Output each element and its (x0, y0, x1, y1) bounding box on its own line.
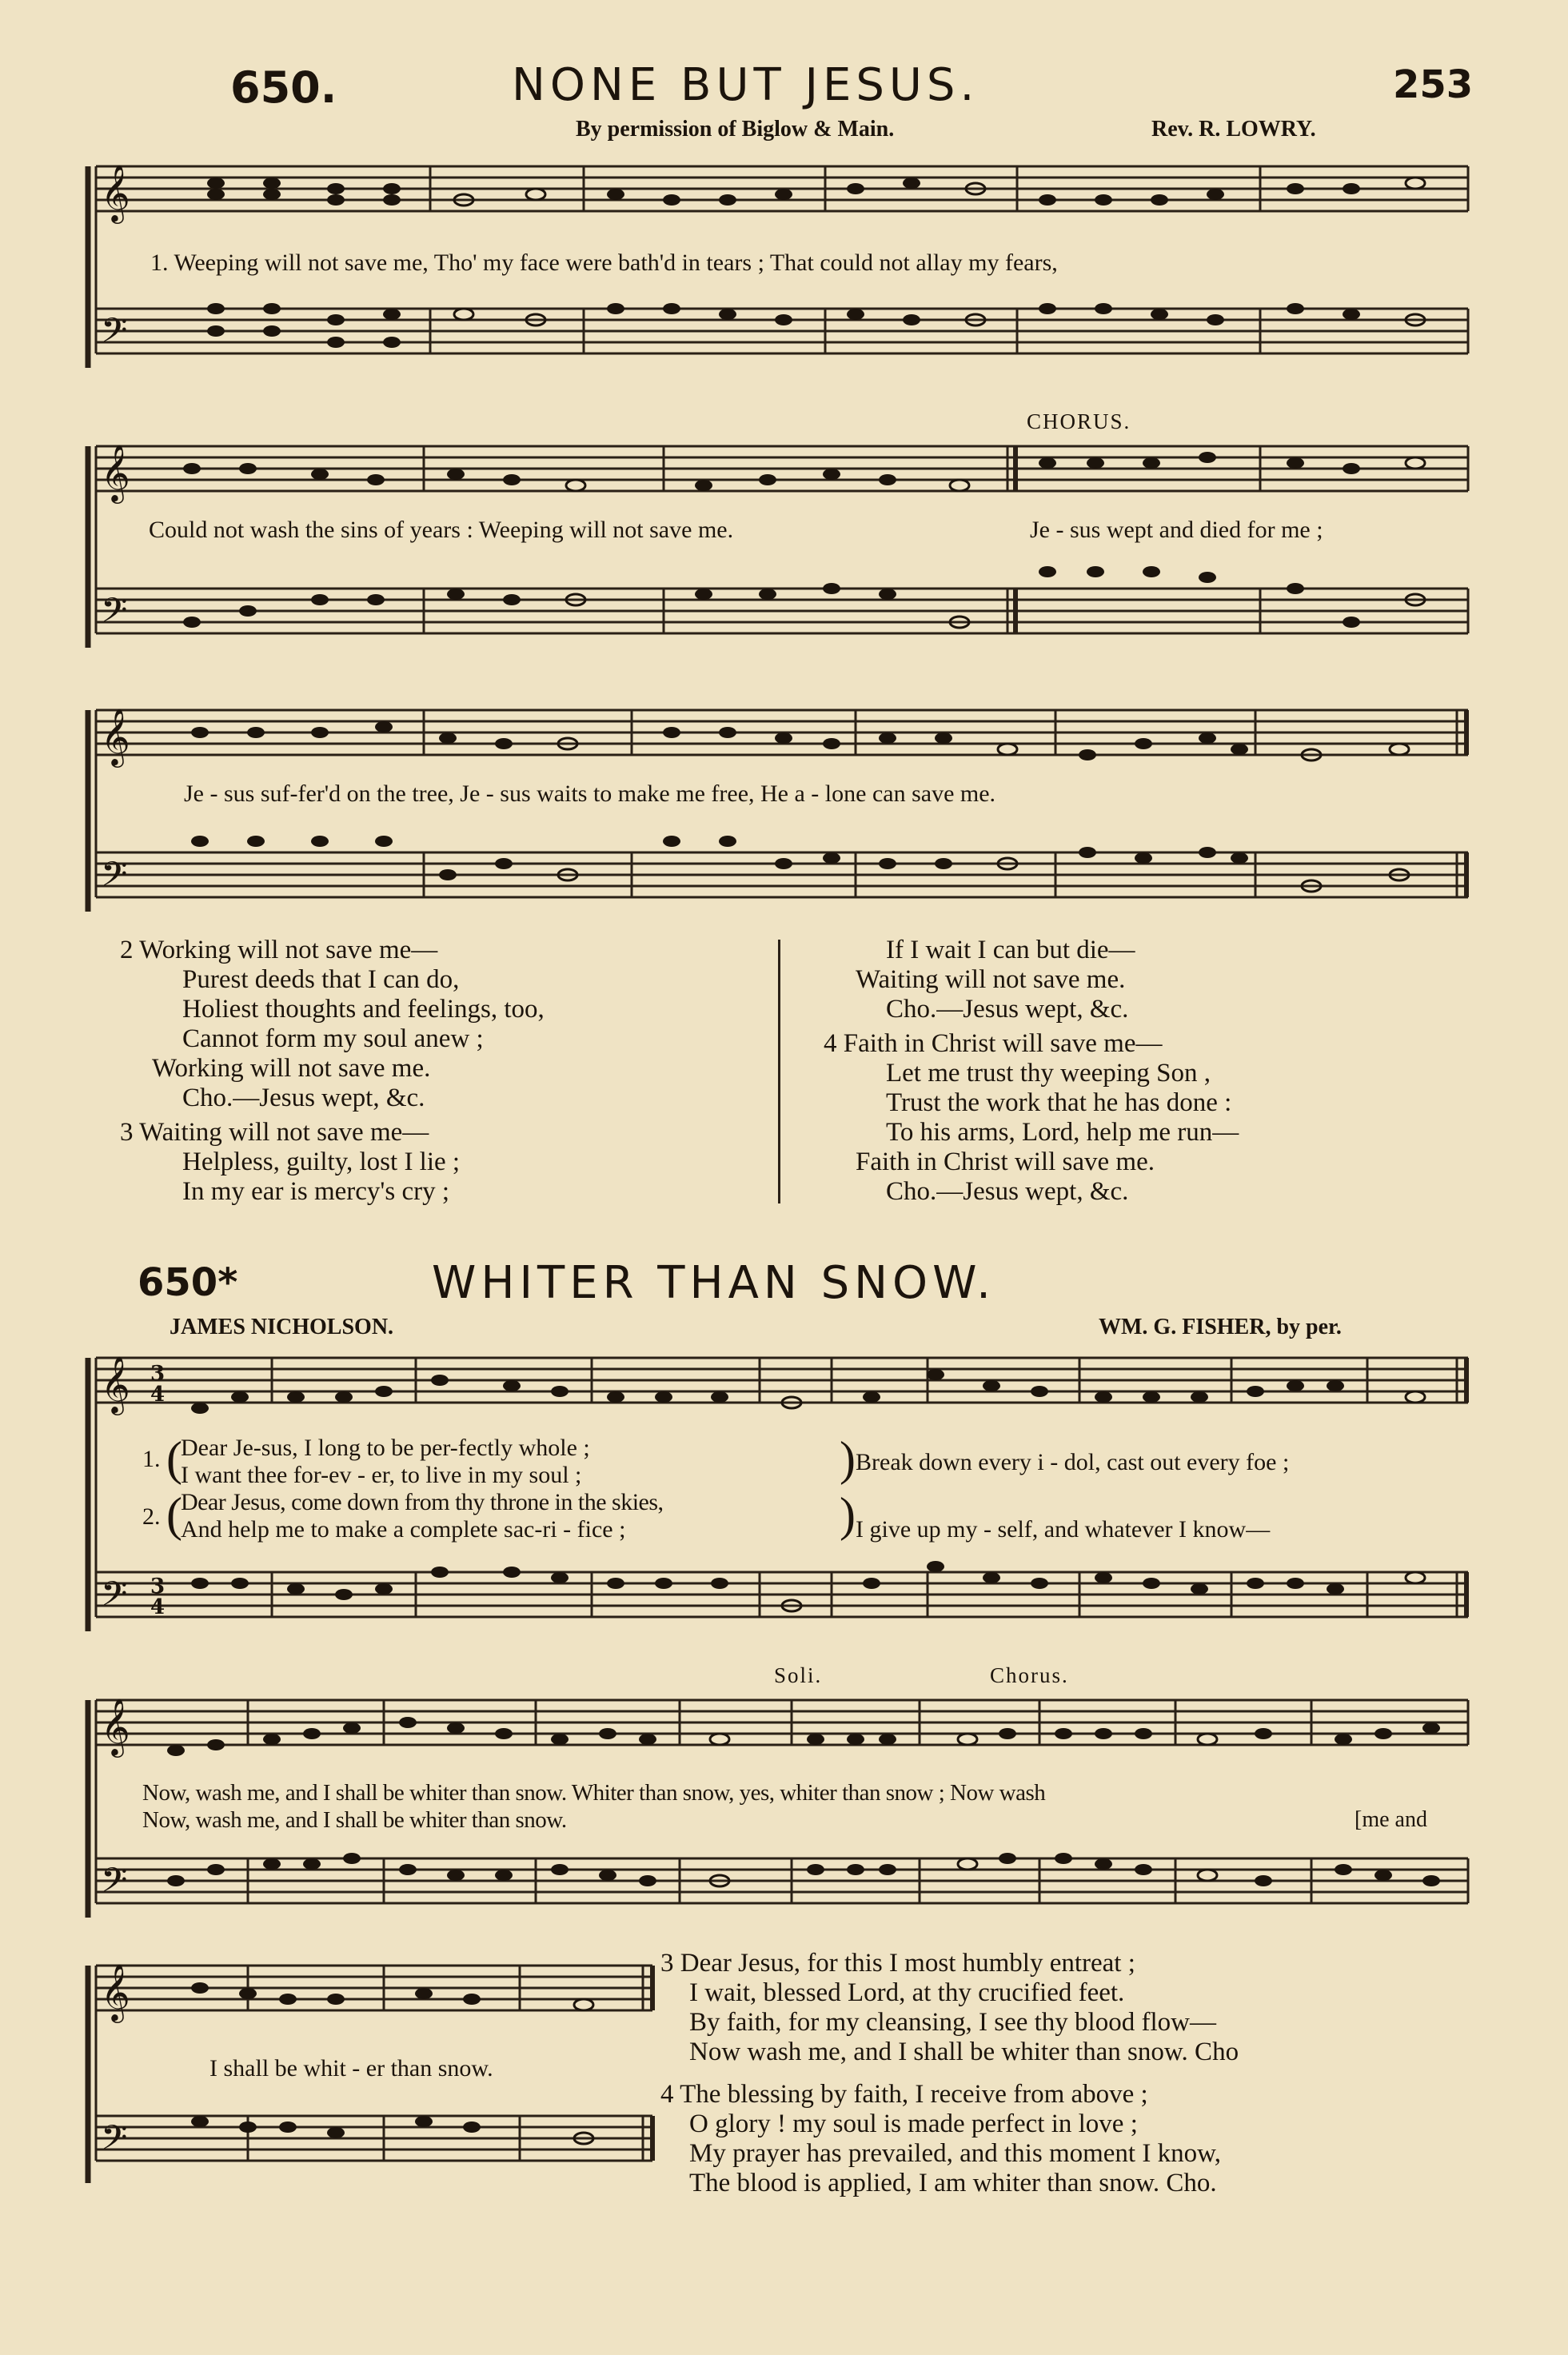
verse-line: Faith in Christ will save me. (856, 1148, 1155, 1176)
verse-line: Holiest thoughts and feelings, too, (182, 995, 545, 1024)
lyric-line-2b: Je - sus wept and died for me ; (1030, 517, 1323, 543)
verse-line: 3 Waiting will not save me— (120, 1118, 429, 1147)
svg-text:𝄞: 𝄞 (101, 443, 130, 501)
music-system-2 (88, 432, 1479, 664)
composer-credit: WM. G. FISHER, by per. (1099, 1315, 1342, 1339)
lyric-v2b: And help me to make a complete sac-ri - fice ; (181, 1516, 626, 1543)
svg-text:𝄢: 𝄢 (101, 311, 128, 359)
music-system-3 (88, 696, 1479, 928)
verse-line: 4 Faith in Christ will save me— (824, 1029, 1163, 1058)
page-number: 253 (1393, 62, 1474, 107)
verse-line: Cho.—Jesus wept, &c. (886, 1177, 1129, 1206)
svg-text:𝄢: 𝄢 (101, 1575, 128, 1623)
verse-line: Purest deeds that I can do, (182, 965, 460, 994)
verse-line: Helpless, guilty, lost I lie ; (182, 1148, 461, 1176)
svg-text:4: 4 (150, 1595, 166, 1619)
verse-line: Trust the work that he has done : (886, 1088, 1232, 1117)
lyric-v1c: Break down every i - dol, cast out every foe ; (856, 1449, 1290, 1475)
lyric-chorus-1: Now, wash me, and I shall be whiter than snow. Whiter than snow, yes, whiter than snow ; Now wash (142, 1780, 1046, 1806)
verse-line: My prayer has prevailed, and this moment I know, (689, 2139, 1222, 2168)
verse-line: Cannot form my soul anew ; (182, 1024, 484, 1053)
lyric-v1b: I want thee for-ev - er, to live in my soul ; (181, 1462, 582, 1488)
svg-text:𝄢: 𝄢 (101, 591, 128, 639)
hymn-title: WHITER THAN SNOW. (432, 1257, 995, 1309)
svg-text:𝄞: 𝄞 (101, 163, 130, 222)
verse-line: Cho.—Jesus wept, &c. (886, 995, 1129, 1024)
lyric-line-3: Je - sus suf-fer'd on the tree, Je - sus waits to make me free, He a - lone can save me. (184, 780, 996, 807)
verse-line: 4 The blessing by faith, I receive from above ; (660, 2080, 1148, 2109)
bracket-close: ) (840, 1488, 856, 1541)
hymn-number: 650. (230, 62, 337, 113)
hymn-number: 650* (138, 1260, 238, 1305)
lyric-line-1: 1. Weeping will not save me, Tho' my face were bath'd in tears ; That could not allay my fears, (150, 249, 1058, 276)
author-credit: JAMES NICHOLSON. (170, 1315, 394, 1339)
soli-label: Soli. (774, 1663, 823, 1687)
svg-text:4: 4 (150, 1383, 166, 1407)
bracket-open: ( (166, 1432, 182, 1485)
composer-credit: Rev. R. LOWRY. (1151, 117, 1316, 142)
verse-line: Let me trust thy weeping Son , (886, 1059, 1211, 1088)
chorus-label: Chorus. (990, 1663, 1069, 1687)
svg-text:𝄞: 𝄞 (101, 707, 130, 765)
verse-line: I wait, blessed Lord, at thy crucified feet. (689, 1978, 1125, 2007)
verse-line: Working will not save me. (152, 1054, 431, 1083)
verse-line: By faith, for my cleansing, I see thy blood flow— (689, 2008, 1216, 2037)
verse-line: 3 Dear Jesus, for this I most humbly entreat ; (660, 1949, 1135, 1978)
verse-line: Cho.—Jesus wept, &c. (182, 1084, 425, 1112)
verse-line: To his arms, Lord, help me run— (886, 1118, 1239, 1147)
hymn-title: NONE BUT JESUS. (512, 59, 980, 111)
svg-text:3: 3 (150, 1575, 166, 1599)
verse-line: Waiting will not save me. (856, 965, 1126, 994)
svg-text:𝄢: 𝄢 (101, 855, 128, 903)
verse-line: 2 Working will not save me— (120, 936, 438, 964)
verse-line: If I wait I can but die— (886, 936, 1135, 964)
bracket-close: ) (840, 1432, 856, 1485)
lyric-chorus-2: Now, wash me, and I shall be whiter than snow. (142, 1807, 567, 1833)
lyric-v2c: I give up my - self, and whatever I know— (856, 1516, 1271, 1543)
verse-line: In my ear is mercy's cry ; (182, 1177, 449, 1206)
svg-text:𝄞: 𝄞 (101, 1355, 130, 1413)
verse-line: Now wash me, and I shall be whiter than snow. Cho (689, 2038, 1239, 2066)
verse-number: 2. (142, 1503, 161, 1530)
svg-text:𝄢: 𝄢 (101, 1861, 128, 1909)
svg-text:𝄢: 𝄢 (101, 2118, 128, 2166)
verse-line: O glory ! my soul is made perfect in love ; (689, 2110, 1138, 2138)
lyric-line-2a: Could not wash the sins of years : Weeping will not save me. (149, 517, 734, 543)
verse-number: 1. (142, 1446, 161, 1472)
chorus-label: CHORUS. (1027, 409, 1131, 433)
svg-text:𝄞: 𝄞 (101, 1697, 130, 1755)
svg-text:3: 3 (150, 1362, 166, 1386)
lyric-v1a: Dear Je-sus, I long to be per-fectly whole ; (181, 1435, 590, 1461)
column-divider (778, 940, 780, 1203)
lyric-v2a: Dear Jesus, come down from thy throne in the skies, (181, 1489, 664, 1515)
verse-line: The blood is applied, I am whiter than snow. Cho. (689, 2169, 1217, 2197)
permission-credit: By permission of Biglow & Main. (576, 117, 895, 142)
lyric-chorus-3: I shall be whit - er than snow. (209, 2055, 493, 2082)
bracket-open: ( (166, 1488, 182, 1541)
lyric-chorus-2b: [me and (1355, 1807, 1427, 1832)
svg-text:𝄞: 𝄞 (101, 1962, 130, 2021)
